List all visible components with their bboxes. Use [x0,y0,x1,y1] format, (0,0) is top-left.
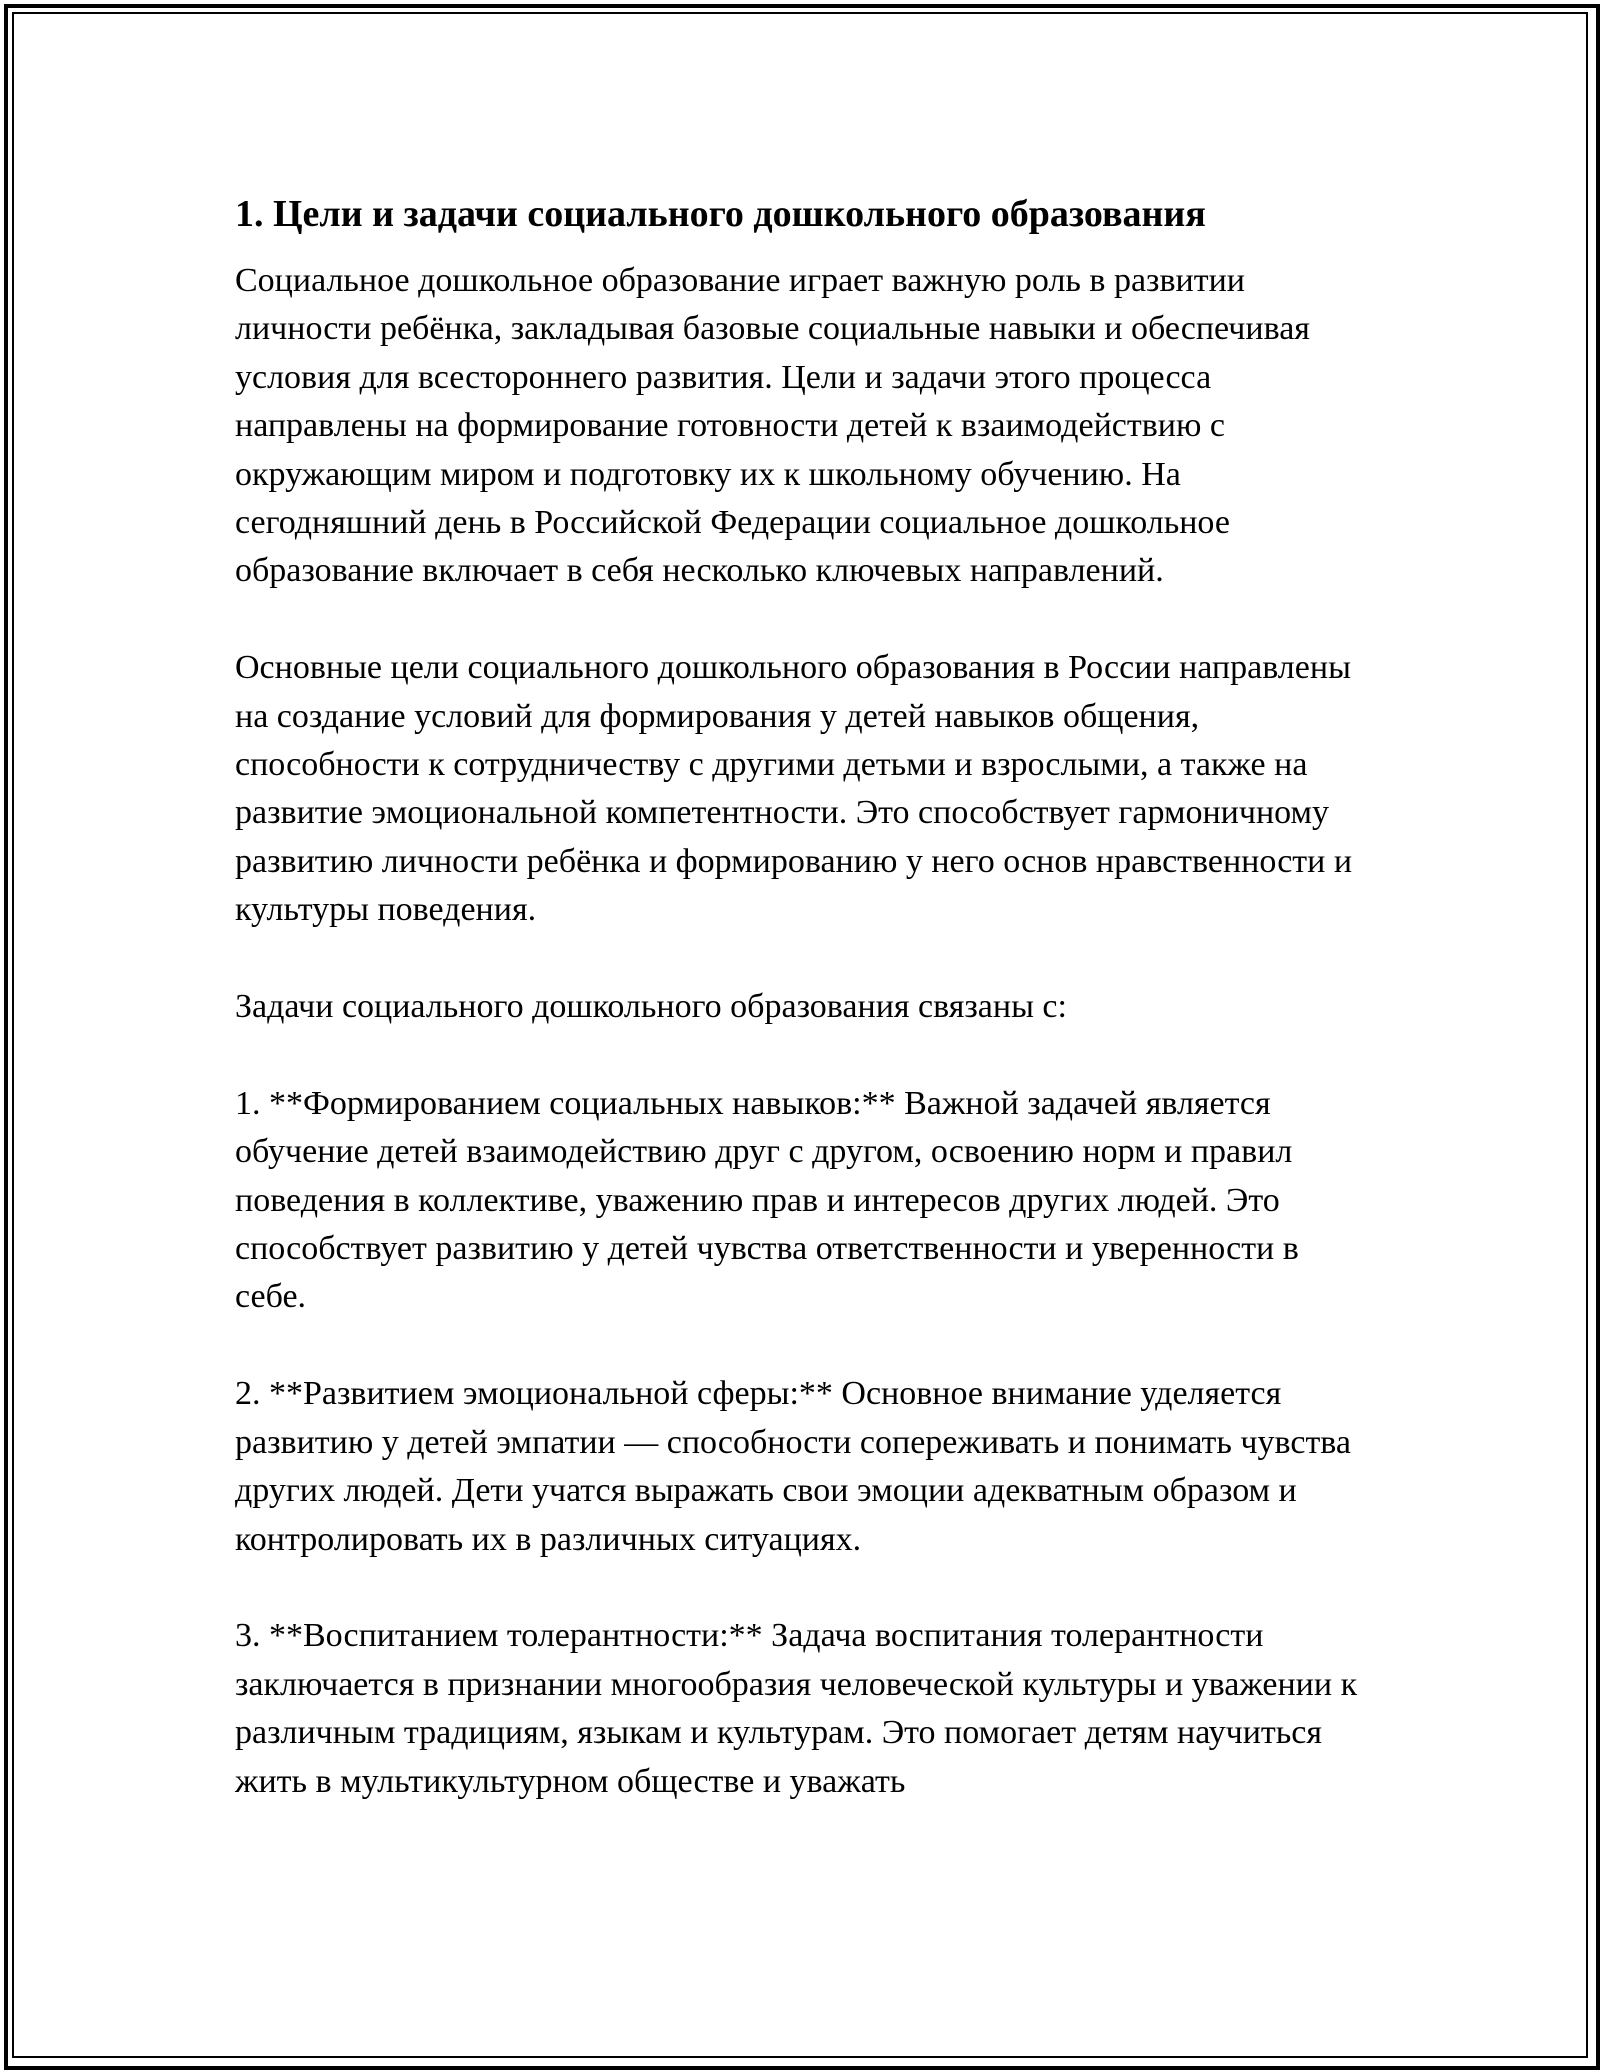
paragraph-intro: Социальное дошкольное образование играет важную роль в развитии личности ребёнка, закладывая базовые социальные навыки и обеспечивая условия для всестороннего развития. Цели и задачи этого процесса направлены на формирование готовности детей к взаимодействию с окружающим миром и подготовку их к школьному обучению. На сегодняшний день в Российской Федерации социальное дошкольное образование включает в себя несколько ключевых направлений. [235,262,1310,590]
paragraph-goals: Основные цели социального дошкольного образования в России направлены на создание условий для формирования у детей навыков общения, способности к сотрудничеству с другими детьми и взрослыми, а также на развитие эмоциональной компетентности. Это способствует гармоничному развитию личности ребёнка и формированию у него основ нравственности и культуры поведения. [235,649,1353,929]
document-body [235,185,1375,1806]
list-item-emotional-sphere: 2. **Развитием эмоциональной сферы:** Основное внимание уделяется развитию у детей эмпатии — способности сопереживать и понимать чувства других людей. Дети учатся выражать свои эмоции адекватным образом и контролировать их в различных ситуациях. [235,1375,1352,1558]
paragraph-tasks-lead: Задачи социального дошкольного образования связаны с: [235,988,1067,1026]
section-heading: 1. Цели и задачи социального дошкольного образования [235,193,1206,235]
list-item-tolerance: 3. **Воспитанием толерантности:** Задача воспитания толерантности заключается в признании многообразия человеческой культуры и уважении к различным традициям, языкам и культурам. Это помогает детям научиться жить в мультикультурном обществе и уважать [235,1617,1358,1800]
list-item-social-skills: 1. **Формированием социальных навыков:** Важной задачей является обучение детей взаимодействию друг с другом, освоению норм и правил поведения в коллективе, уважению прав и интересов других людей. Это способствует развитию у детей чувства ответственности и уверенности в себе. [235,1084,1299,1316]
